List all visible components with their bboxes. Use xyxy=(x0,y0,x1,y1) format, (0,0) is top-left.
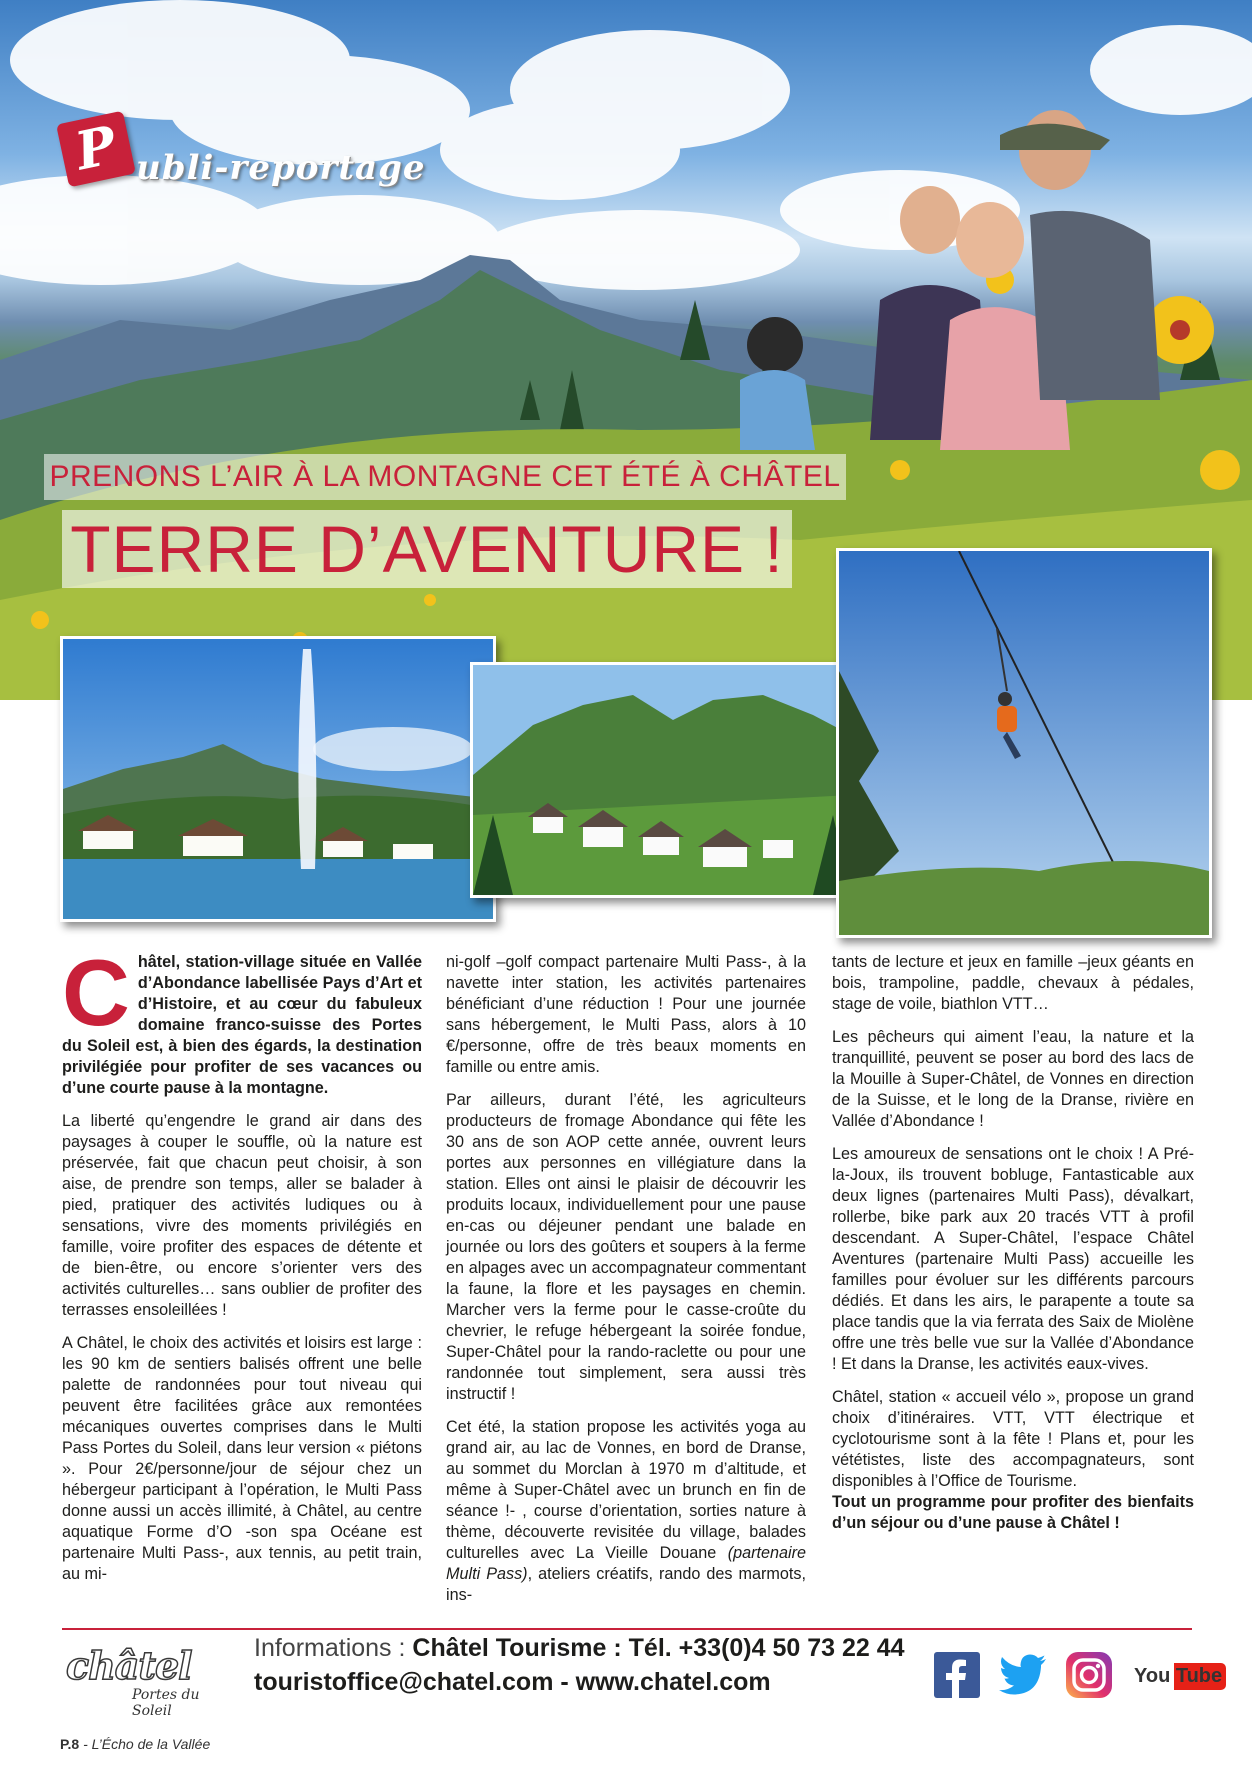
page-footer xyxy=(60,1736,210,1752)
email-website-line[interactable]: touristoffice@chatel.com - www.chatel.com xyxy=(254,1668,771,1696)
paragraph: Par ailleurs, durant l’été, les agriculteurs producteurs de fromage Abondance qui fête les 30 ans de son AOP cette année, ouvrent leurs portes aux personnes en villégiature dans la station. Elles ont ainsi le plaisir de découvrir les produits locaux, individuellement pour une pause en-cas ou déjeuner pendant une balade en journée ou lors des goûters et soupers à la ferme en alpages avec un accompagnateur commentant la faune, la flore et les paysages en chemin. Marcher vers la ferme pour le casse-croûte du chevrier, le refuge hébergeant la soirée fondue, Super-Châtel pour la rando-raclette ou pour une randonnée tout simplement, sera aussi très instructif ! xyxy=(446,1091,806,1403)
paragraph-text: Cet été, la station propose les activités yoga au grand air, au lac de Vonnes, en bord de Dranse, au sommet du Morclan à 1970 m d’altitude, et même à Super-Châtel avec un brunch en fin de séance !- , course d’orientation, sorties nature à thème, découverte revisitée du village, balades culturelles avec La Vieille Douane xyxy=(446,1418,806,1562)
photo-lake-fountain xyxy=(60,636,496,922)
publi-reportage-label xyxy=(62,110,426,188)
paragraph xyxy=(446,1417,806,1606)
paragraph: La liberté qu’engendre le grand air dans des paysages à couper le souffle, où la nature est préservée, fait que chacun peut choisir, à son aise, de prendre son temps, aller se balader à pied, pratiquer des activités ludiques ou à sensations, vivre des moments privilégiés en famille, voire profiter des espaces de détente et de bien-être, ou encore s’orienter vers des activités culturelles… sans oublier de profiter des terrasses ensoleillées ! xyxy=(62,1112,422,1319)
paragraph: Châtel, station « accueil vélo », propose un grand choix d’itinéraires. VTT, VTT électrique et cyclotourisme sont à la fête ! Plans et, pour les vététistes, liste des accompagnateurs, sont disponibles à l’Office de Tourisme. xyxy=(832,1388,1194,1490)
paragraph-text: , ateliers créatifs, rando des marmots, ins- xyxy=(446,1565,806,1604)
facebook-icon[interactable] xyxy=(934,1652,980,1698)
paragraph: A Châtel, le choix des activités et loisirs est large : les 90 km de sentiers balisés offrent une belle palette de randonnées pour tout niveau qui peuvent être facilitées grâce aux remontées mécaniques ouvertes comprises dans le Multi Pass Portes du Soleil, dans leur version « piétons ». Pour 2€/personne/jour de séjour chez un hébergeur participant à l’opération, le Multi Pass donne aussi un accès illimité, à Châtel, au centre aquatique Forme d’O -son spa Océane est partenaire Multi Pass-, aux tennis, au petit train, au mi- xyxy=(62,1334,422,1583)
paragraph: tants de lecture et jeux en famille –jeux géants en bois, trampoline, paddle, chevaux à pédales, stage de voile, biathlon VTT… xyxy=(832,953,1194,1013)
publi-badge-p-icon: P xyxy=(56,111,136,188)
photo-village-chatel xyxy=(470,662,854,898)
page-number: P.8 xyxy=(60,1736,80,1752)
publication-name: - L’Écho de la Vallée xyxy=(79,1736,211,1752)
dropcap: C xyxy=(62,940,130,1045)
chatel-logo xyxy=(62,1643,232,1719)
contact-info-line xyxy=(254,1634,905,1663)
article-title: TERRE D’AVENTURE ! xyxy=(62,510,792,588)
photo-zipline xyxy=(836,548,1212,938)
lead-paragraph: hâtel, station-village située en Vallée d’Abondance labellisée Pays d’Art et d’Histoire, et au cœur du fabuleux domaine franco-suisse des Portes du Soleil est, à bien des égards, la destination privilégiée pour profiter de ses vacances ou d’une courte pause à la montagne. xyxy=(62,953,422,1097)
paragraph: Les pêcheurs qui aiment l’eau, la nature et la tranquillité, peuvent se poser au bord des lacs de la Mouille à Super-Châtel, de Vonnes en direction de la Suisse, et le long de la Dranse, rivière en Vallée d’Abondance ! xyxy=(832,1028,1194,1130)
twitter-icon[interactable] xyxy=(998,1652,1048,1698)
youtube-wordmark: You Tube xyxy=(1130,1663,1226,1690)
lake-fountain-illustration xyxy=(63,639,493,919)
youtube-icon[interactable] xyxy=(1130,1662,1226,1690)
footer-divider xyxy=(62,1628,1192,1630)
text-column-3 xyxy=(832,952,1194,1546)
info-label: Informations : xyxy=(254,1634,413,1662)
logo-subtitle: Portes du Soleil xyxy=(132,1687,200,1719)
instagram-icon[interactable] xyxy=(1066,1652,1112,1698)
phone-number[interactable]: Tél. +33(0)4 50 73 22 44 xyxy=(628,1634,905,1662)
info-organization: Châtel Tourisme : xyxy=(412,1634,629,1662)
logo-wordmark: châtel xyxy=(66,1643,192,1688)
zipline-illustration xyxy=(839,551,1209,935)
paragraph: Les amoureux de sensations ont le choix ! A Pré-la-Joux, ils trouvent bobluge, Fantasticable aux deux lignes (partenaires Multi Pass), dévalkart, rollerbe, bike park aux 20 tracés VTT à profil descendant. A Super-Châtel, l’espace Châtel Aventures (partenaire Multi Pass) accueille les familles pour évoluer sur les différents parcours dédiés. Et dans les airs, le parapente a toute sa place tandis que la via ferrata des Saix de Miolène offre une très belle vue sur la Vallée d’Abondance ! Et dans la Dranse, les activités eaux-vives. xyxy=(832,1145,1194,1373)
text-column-2 xyxy=(446,952,806,1618)
publi-reportage-text: ubli-reportage xyxy=(136,148,426,188)
paragraph: ni-golf –golf compact partenaire Multi Pass-, à la navette inter station, les activités partenaires bénéficiant d’une réduction ! Pour une journée sans hébergement, le Multi Pass, alors à 10 €/personne, offre de très beaux moments en famille ou entre amis. xyxy=(446,953,806,1076)
paragraph-italic: (partenaire Multi Pass) xyxy=(446,1544,806,1583)
text-column-1 xyxy=(62,940,422,1597)
village-illustration xyxy=(473,665,851,895)
article-subtitle: PRENONS L’AIR À LA MONTAGNE CET ÉTÉ À CHÂTEL xyxy=(44,454,846,500)
closing-paragraph: Tout un programme pour profiter des bienfaits d’un séjour ou d’une pause à Châtel ! xyxy=(832,1493,1194,1532)
